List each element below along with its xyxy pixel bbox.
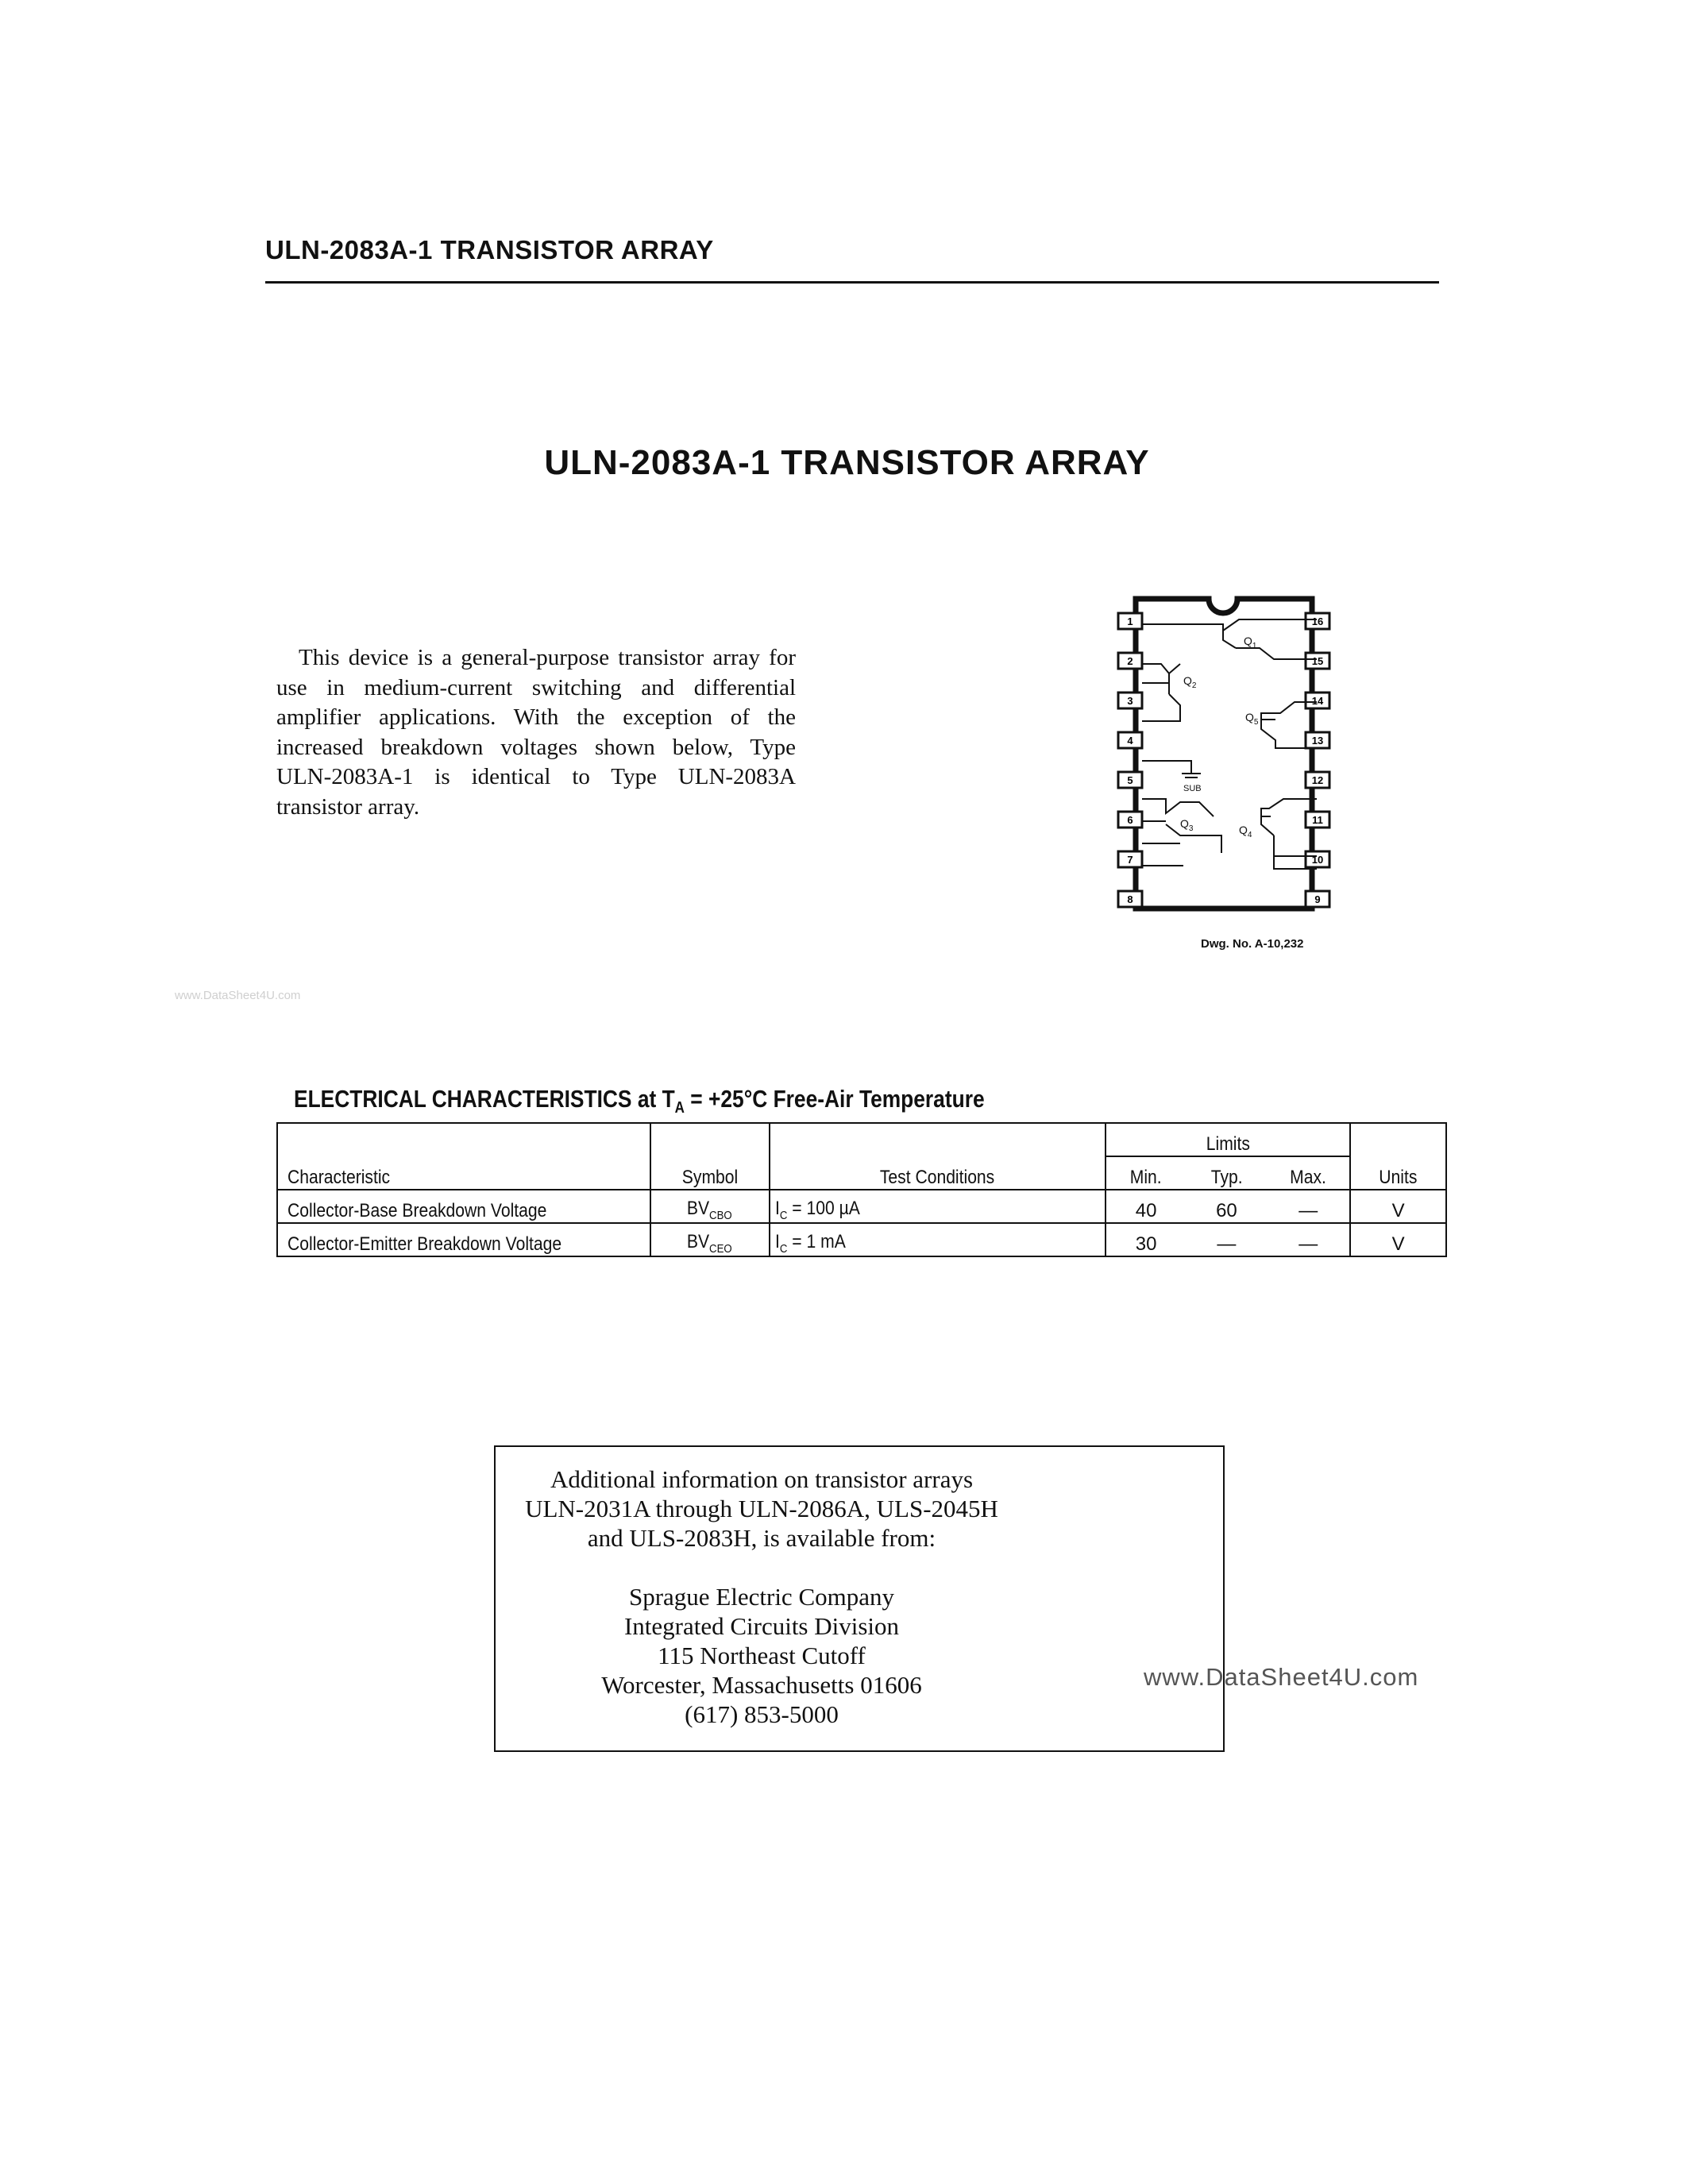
header-max: Max.	[1290, 1167, 1327, 1188]
q5-label: $Q_5$	[1245, 711, 1259, 727]
cell-symbol: $BV_{CBO}$	[650, 1190, 770, 1223]
info-line: 115 Northeast Cutoff	[658, 1642, 866, 1669]
cell-min: 40	[1106, 1190, 1187, 1223]
svg-text:9: 9	[1314, 893, 1321, 905]
page-title: ULN-2083A-1 TRANSISTOR ARRAY	[544, 443, 1150, 482]
pin-10	[1306, 851, 1329, 867]
svg-text:16: 16	[1311, 615, 1324, 627]
header-units: Units	[1350, 1123, 1446, 1190]
info-line: and ULS-2083H, is available from:	[587, 1524, 936, 1552]
q4-label: $Q_4$	[1239, 824, 1252, 839]
header-test-conditions: Test Conditions	[770, 1123, 1106, 1190]
watermark-small: www.DataSheet4U.com	[175, 989, 301, 1002]
svg-text:15: 15	[1311, 655, 1324, 667]
header-typ: Typ.	[1210, 1167, 1243, 1188]
electrical-characteristics-heading: ELECTRICAL CHARACTERISTICS at $T_A = +25^\circ C$ Free-Air Temperature	[294, 1085, 985, 1117]
drawing-caption: Dwg. No. A-10,232	[1201, 937, 1304, 951]
pin-13	[1306, 732, 1329, 748]
info-line: Sprague Electric Company	[628, 1583, 894, 1611]
header-rule	[265, 281, 1439, 284]
pin-8	[1118, 891, 1142, 907]
additional-info-box	[494, 1445, 1225, 1752]
svg-text:3: 3	[1127, 695, 1133, 707]
pin-6	[1118, 812, 1142, 828]
pin-15	[1306, 653, 1329, 669]
header-limits: Limits	[1106, 1123, 1350, 1156]
info-line: Additional information on transistor arrays	[550, 1465, 974, 1493]
cell-test-condition: $I_C = 1$ mA	[770, 1223, 1106, 1256]
cell-typ: —	[1187, 1223, 1268, 1256]
q2-label: $Q_2$	[1183, 674, 1197, 690]
svg-text:8: 8	[1127, 893, 1133, 905]
intro-paragraph: This device is a general-purpose transistor array for use in medium-current switching and differential amplifier applications. With the exception of the increased breakdown voltages shown below, Type ULN-2083A-1 is identical to Type ULN-2083A transistor array.	[276, 645, 796, 820]
transistor-labels	[1180, 635, 1259, 839]
svg-text:5: 5	[1127, 774, 1133, 786]
pin-2	[1118, 653, 1142, 669]
svg-text:14: 14	[1311, 695, 1324, 707]
svg-text:13: 13	[1311, 735, 1324, 747]
q3-label: $Q_3$	[1180, 817, 1194, 833]
q1-label: $Q_1$	[1244, 635, 1257, 650]
svg-text:4: 4	[1127, 735, 1133, 747]
cell-characteristic: Collector-Emitter Breakdown Voltage	[277, 1223, 650, 1256]
sub-label: SUB	[1183, 784, 1202, 793]
cell-symbol: $BV_{CEO}$	[650, 1223, 770, 1256]
cell-units: V	[1350, 1190, 1446, 1223]
pin-4	[1118, 732, 1142, 748]
cell-units: V	[1350, 1223, 1446, 1256]
header-characteristic: Characteristic	[277, 1123, 650, 1190]
header-symbol: Symbol	[650, 1123, 770, 1190]
info-line: (617) 853-5000	[685, 1700, 839, 1728]
cell-characteristic: Collector-Base Breakdown Voltage	[277, 1190, 650, 1223]
pin-12	[1306, 772, 1329, 788]
pin-14	[1306, 693, 1329, 708]
cell-max: —	[1267, 1223, 1350, 1256]
info-line: ULN-2031A through ULN-2086A, ULS-2045H	[525, 1495, 998, 1522]
svg-text:11: 11	[1312, 814, 1323, 826]
svg-text:12: 12	[1311, 774, 1324, 786]
running-head: ULN-2083A-1 TRANSISTOR ARRAY	[265, 235, 714, 264]
pin-7	[1118, 851, 1142, 867]
cell-max: —	[1267, 1190, 1350, 1223]
info-line: Worcester, Massachusetts 01606	[601, 1671, 922, 1699]
svg-text:6: 6	[1127, 814, 1133, 826]
table-row	[277, 1223, 1446, 1256]
ic-package-outline	[1136, 599, 1312, 909]
cell-test-condition: $I_C = 100$ µA	[770, 1190, 1106, 1223]
pin-11	[1306, 812, 1329, 828]
cell-typ: 60	[1187, 1190, 1268, 1223]
pin-16	[1306, 613, 1329, 629]
pin-1	[1118, 613, 1142, 629]
watermark-large: www.DataSheet4U.com	[1144, 1663, 1419, 1691]
pin-3	[1118, 693, 1142, 708]
svg-text:7: 7	[1127, 854, 1133, 866]
pin-9	[1306, 891, 1329, 907]
transistor-wiring	[1142, 619, 1317, 869]
cell-min: 30	[1106, 1223, 1187, 1256]
electrical-characteristics-table	[276, 1122, 1447, 1257]
pinout-diagram	[1104, 594, 1358, 928]
header-min: Min.	[1106, 1156, 1187, 1190]
svg-text:10: 10	[1311, 854, 1324, 866]
pin-5	[1118, 772, 1142, 788]
table-row	[277, 1190, 1446, 1223]
info-line: Integrated Circuits Division	[623, 1612, 900, 1640]
svg-text:1: 1	[1127, 615, 1133, 627]
svg-text:2: 2	[1127, 655, 1133, 667]
